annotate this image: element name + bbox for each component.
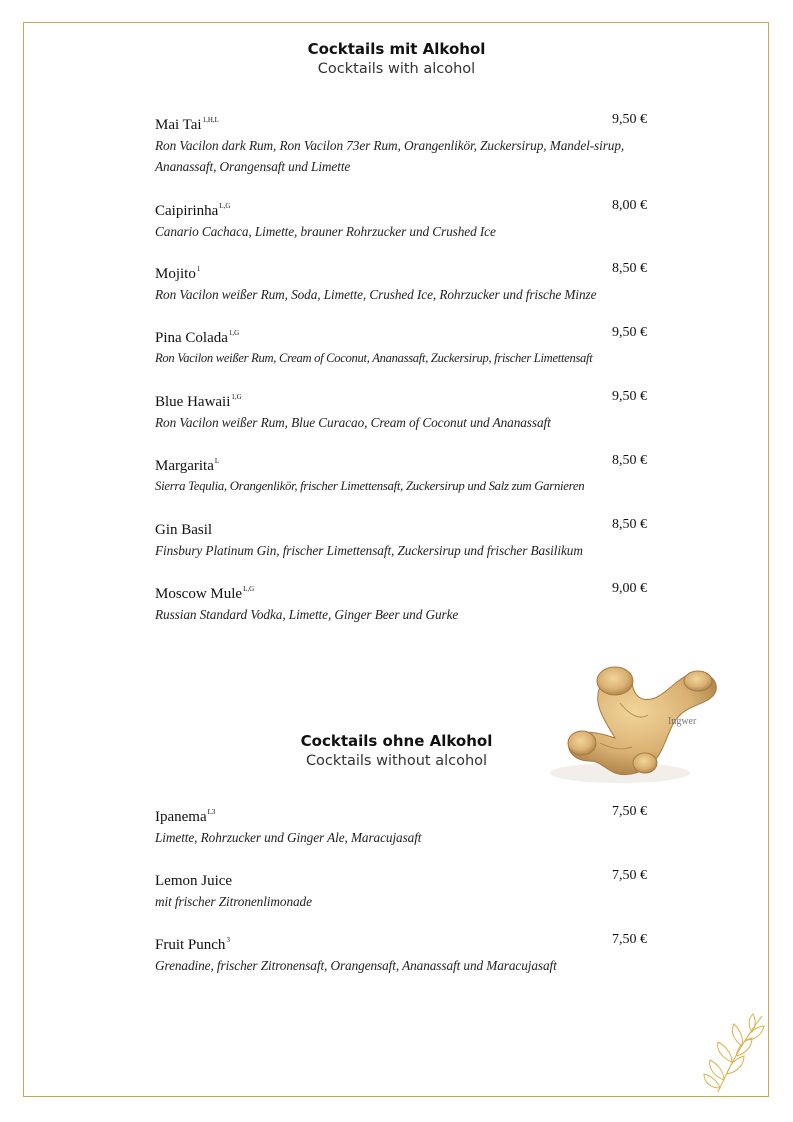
allergen-codes: L,G [243,585,255,593]
allergen-codes: 1,G [228,329,240,337]
item-name: Gin Basil [155,522,213,538]
item-price: 7,50 € [612,804,647,819]
item-description: Grenadine, frischer Zitronensaft, Orangensaft, Ananassaft und Maracujasaft [155,958,557,973]
item-name: Ipanema$^{L3}$ [155,808,216,825]
item-name: Caipirinha$^{L,G}$ [155,202,231,219]
item-description: Ron Vacilon weißer Rum, Cream of Coconut, Ananassaft, Zuckersirup, frischer Limettensaft [155,351,593,365]
section-subtitle-alcohol: Cocktails with alcohol [317,61,476,77]
section-title-alcohol: Cocktails mit Alkohol [307,40,486,58]
item-name: Blue Hawaii$^{1,G}$ [155,393,242,410]
item-name: Mojito$^1$ [155,265,201,282]
item-price: 9,00 € [612,581,647,596]
item-price: 8,00 € [612,198,647,213]
item-price: 9,50 € [612,325,647,340]
item-description: mit frischer Zitronenlimonade [155,894,312,909]
item-name: Mai Tai$^{1,H,L}$ [155,116,219,133]
menu-item [155,387,647,433]
item-description: Sierra Tequlia, Orangenlikör, frischer Limettensaft, Zuckersirup und Salz zum Garnieren [155,479,585,493]
allergen-codes: 1,H,L [202,116,219,124]
menu-item [155,866,647,912]
menu-item [155,110,647,177]
item-description: Limette, Rohrzucker und Ginger Ale, Maracujasaft [155,830,422,845]
allergen-codes: 3 [226,936,230,944]
item-price: 8,50 € [612,453,647,468]
item-description: Ron Vacilon dark Rum, Ron Vacilon 73er Rum, Orangenlikör, Zuckersirup, Mandel-sirup, Ananassaft, Orangensaft und Limette [155,138,625,174]
allergen-codes: L [214,457,220,465]
item-description: Ron Vacilon weißer Rum, Soda, Limette, Crushed Ice, Rohrzucker und frische Minze [155,287,597,302]
item-name: Margarita$^L$ [155,457,220,474]
menu-item [155,515,647,561]
menu-item [155,323,647,369]
section-title-nonalcohol: Cocktails ohne Alkohol [300,732,493,750]
item-name: Fruit Punch$^3$ [155,936,230,953]
menu-item [155,930,647,976]
allergen-codes: 1 [196,265,201,273]
menu-item [155,451,647,497]
image-caption: Ingwer [668,716,697,727]
ginger-root-image [520,643,752,795]
item-description: Ron Vacilon weißer Rum, Blue Curacao, Cream of Coconut und Ananassaft [155,415,551,430]
item-description: Canario Cachaca, Limette, brauner Rohrzucker und Crushed Ice [155,224,496,239]
item-name: Pina Colada$^{1,G}$ [155,329,240,346]
menu-item [155,802,647,848]
item-price: 8,50 € [612,261,647,276]
item-price: 7,50 € [612,868,647,883]
item-description: Finsbury Platinum Gin, frischer Limettensaft, Zuckersirup und frischer Basilikum [155,543,583,558]
item-description: Russian Standard Vodka, Limette, Ginger Beer und Gurke [155,607,459,622]
menu-item [155,196,647,242]
item-price: 7,50 € [612,932,647,947]
item-price: 9,50 € [612,112,647,127]
allergen-codes: L3 [207,808,216,816]
menu-item [155,579,647,625]
allergen-codes: L,G [219,202,231,210]
section-subtitle-nonalcohol: Cocktails without alcohol [305,753,488,769]
item-price: 8,50 € [612,517,647,532]
allergen-codes: 1,G [231,393,242,401]
item-name: Moscow Mule$^{L,G}$ [155,585,255,602]
leaf-branch-icon [700,1010,770,1095]
menu-item [155,259,647,305]
item-price: 9,50 € [612,389,647,404]
item-name: Lemon Juice [155,873,233,889]
